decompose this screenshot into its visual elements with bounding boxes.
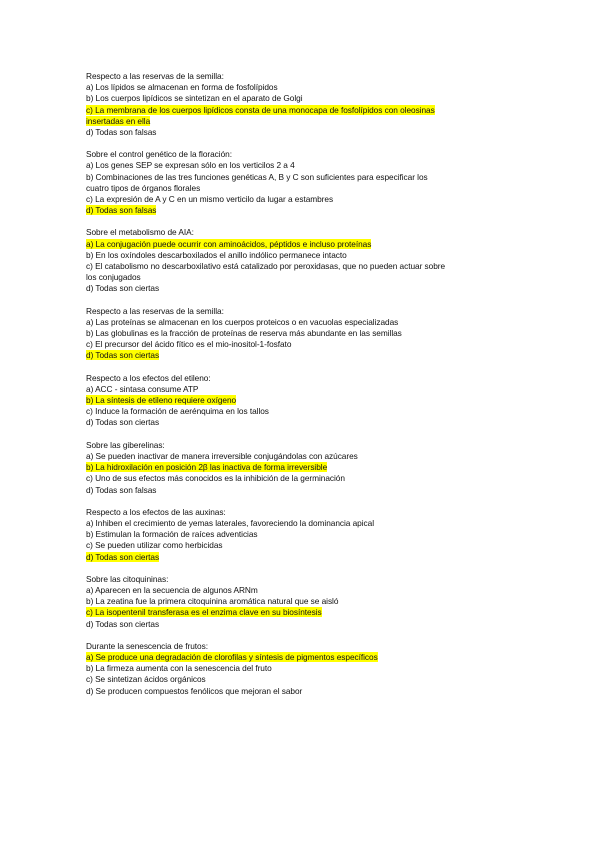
highlight-mark: b) La hidroxilación en posición 2β las inactiva de forma irreversible [86,462,328,473]
question-block [86,227,446,294]
question-block [86,440,446,496]
answer-option-highlighted [86,105,446,127]
highlight-mark: c) La isopentenil transferasa es el enzima clave en su biosíntesis [86,607,322,618]
answer-option: d) Todas son ciertas [86,283,160,294]
answer-option: b) Las globulinas es la fracción de proteínas de reserva más abundante en las semillas [86,328,402,339]
highlight-mark: c) La membrana de los cuerpos lipídicos consta de una monocapa de fosfolípidos con oleosinas insertadas en ella [86,104,435,126]
question-prompt: Sobre el metabolismo de AIA: [86,227,194,238]
answer-option: a) ACC - sintasa consume ATP [86,383,199,394]
answer-option-highlighted [86,652,446,663]
highlight-mark: b) La síntesis de etileno requiere oxígeno [86,395,237,406]
answer-option: d) Todas son ciertas [86,417,160,428]
question-prompt: Respecto a los efectos de las auxinas: [86,506,226,517]
answer-option: c) El catabolismo no descarboxilativo está catalizado por peroxidasas, que no pueden actuar sobre los conjugados [86,261,446,283]
answer-option: c) Se pueden utilizar como herbicidas [86,540,223,551]
question-prompt: Sobre las citoquininas: [86,573,169,584]
question-prompt: Sobre las giberelinas: [86,439,165,450]
answer-option-highlighted [86,239,446,250]
answer-option: c) Se sintetizan ácidos orgánicos [86,674,206,685]
answer-option: d) Todas son falsas [86,127,157,138]
answer-option: c) Induce la formación de aerénquima en los tallos [86,406,269,417]
answer-option: d) Se producen compuestos fenólicos que mejoran el sabor [86,685,303,696]
answer-option-highlighted [86,552,446,563]
question-prompt: Respecto a las reservas de la semilla: [86,71,224,81]
question-block [86,373,446,429]
answer-option: a) Los genes SEP se expresan sólo en los verticilos 2 a 4 [86,160,295,171]
quiz-content [86,71,446,708]
answer-option-highlighted [86,350,446,361]
answer-option: a) Se pueden inactivar de manera irreversible conjugándolas con azúcares [86,450,358,461]
question-prompt: Respecto a las reservas de la semilla: [86,305,224,316]
answer-option: a) Los lípidos se almacenan en forma de fosfolípidos [86,82,278,93]
highlight-mark: a) Se produce una degradación de clorofilas y síntesis de pigmentos específicos [86,651,378,662]
question-block [86,71,446,138]
answer-option: a) Las proteínas se almacenan en los cuerpos proteicos o en vacuolas especializadas [86,316,399,327]
highlight-mark: d) Todas son ciertas [86,350,160,361]
answer-option: b) Estimulan la formación de raíces adventicias [86,529,258,540]
answer-option-highlighted [86,395,446,406]
answer-option: b) La firmeza aumenta con la senescencia del fruto [86,663,272,674]
question-prompt: Durante la senescencia de frutos: [86,640,208,651]
question-block [86,641,446,697]
answer-option: b) Combinaciones de las tres funciones genéticas A, B y C son suficientes para especificar los cuatro tipos de órganos florales [86,171,428,193]
highlight-mark: a) La conjugación puede ocurrir con aminoácidos, péptidos e incluso proteínas [86,238,372,249]
answer-option: c) La expresión de A y C en un mismo verticilo da lugar a estambres [86,194,334,205]
answer-option: c) El precursor del ácido fítico es el mio-inositol-1-fosfato [86,339,292,350]
question-block [86,574,446,630]
question-prompt: Sobre el control genético de la floración: [86,149,232,160]
answer-option: d) Todas son falsas [86,484,157,495]
question-block [86,306,446,362]
answer-option: a) Aparecen en la secuencia de algunos ARNm [86,584,258,595]
answer-option: a) Inhiben el crecimiento de yemas laterales, favoreciendo la dominancia apical [86,517,374,528]
question-prompt: Respecto a los efectos del etileno: [86,372,211,383]
question-block [86,507,446,563]
highlight-mark: d) Todas son ciertas [86,551,160,562]
answer-option: b) Los cuerpos lipídicos se sintetizan en el aparato de Golgi [86,93,303,104]
answer-option: b) La zeatina fue la primera citoquinina aromática natural que se aisló [86,596,339,607]
answer-option-highlighted [86,462,446,473]
answer-option-highlighted [86,607,446,618]
highlight-mark: d) Todas son falsas [86,205,157,216]
answer-option-highlighted [86,205,446,216]
answer-option: b) En los oxíndoles descarboxilados el anillo indólico permanece intacto [86,249,347,260]
answer-option: d) Todas son ciertas [86,618,160,629]
question-block [86,149,446,216]
answer-option: c) Uno de sus efectos más conocidos es la inhibición de la germinación [86,473,345,484]
